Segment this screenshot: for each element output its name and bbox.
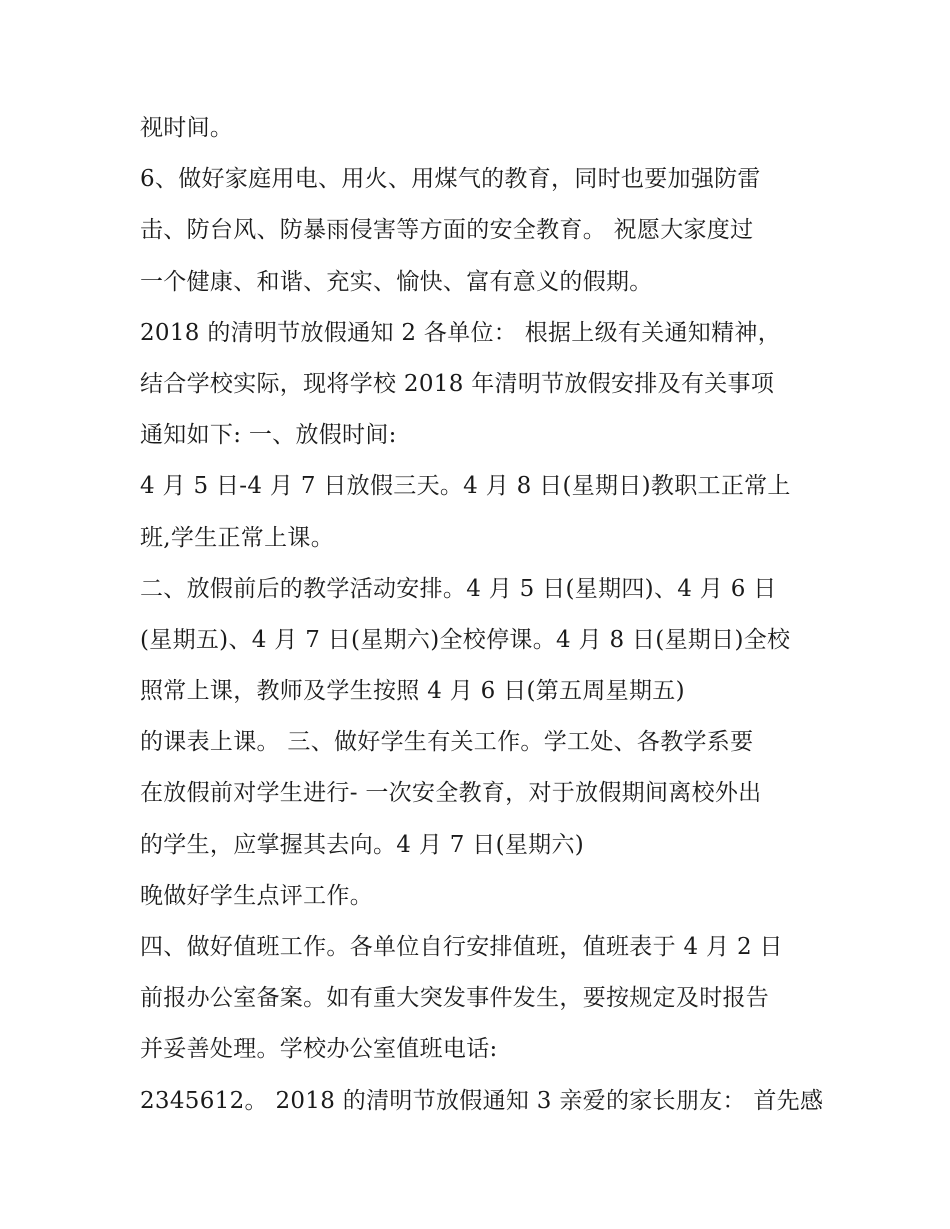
text-line: 4 月 5 日-4 月 7 日放假三天。4 月 8 日(星期日)教职工正常上	[140, 473, 791, 500]
text-line: 的课表上课。 三、做好学生有关工作。学工处、各教学系要	[140, 729, 754, 756]
text-line: 的学生，应掌握其去向。4 月 7 日(星期六)	[140, 831, 585, 858]
text-line: 2345612。 2018 的清明节放假通知 3 亲爱的家长朋友： 首先感	[140, 1087, 824, 1114]
text-line: 四、做好值班工作。各单位自行安排值班，值班表于 4 月 2 日	[140, 934, 783, 960]
text-line: 前报办公室备案。如有重大突发事件发生，要按规定及时报告	[140, 985, 770, 1012]
text-line: 照常上课，教师及学生按照 4 月 6 日(第五周星期五)	[140, 678, 685, 705]
text-line: 晚做好学生点评工作。	[140, 882, 373, 909]
text-line: 二、放假前后的教学活动安排。4 月 5 日(星期四)、4 月 6 日	[140, 575, 777, 602]
text-line: 击、防台风、防暴雨侵害等方面的安全教育。 祝愿大家度过	[140, 217, 754, 244]
text-line: 6、做好家庭用电、用火、用煤气的教育，同时也要加强防雷	[140, 166, 761, 193]
text-line: (星期五)、4 月 7 日(星期六)全校停课。4 月 8 日(星期日)全校	[140, 626, 791, 653]
text-line: 并妥善处理。学校办公室值班电话:	[140, 1036, 498, 1063]
document-body	[140, 108, 840, 1132]
text-line: 视时间。	[140, 115, 234, 141]
text-line: 通知如下: 一、放假时间:	[140, 422, 397, 449]
text-line: 结合学校实际，现将学校 2018 年清明节放假安排及有关事项	[140, 370, 775, 397]
text-line: 一个健康、和谐、充实、愉快、富有意义的假期。	[140, 268, 653, 295]
text-line: 班,学生正常上课。	[140, 524, 335, 551]
text-line: 2018 的清明节放假通知 2 各单位： 根据上级有关通知精神，	[140, 319, 782, 346]
text-line: 在放假前对学生进行- 一次安全教育，对于放假期间离校外出	[140, 780, 762, 807]
